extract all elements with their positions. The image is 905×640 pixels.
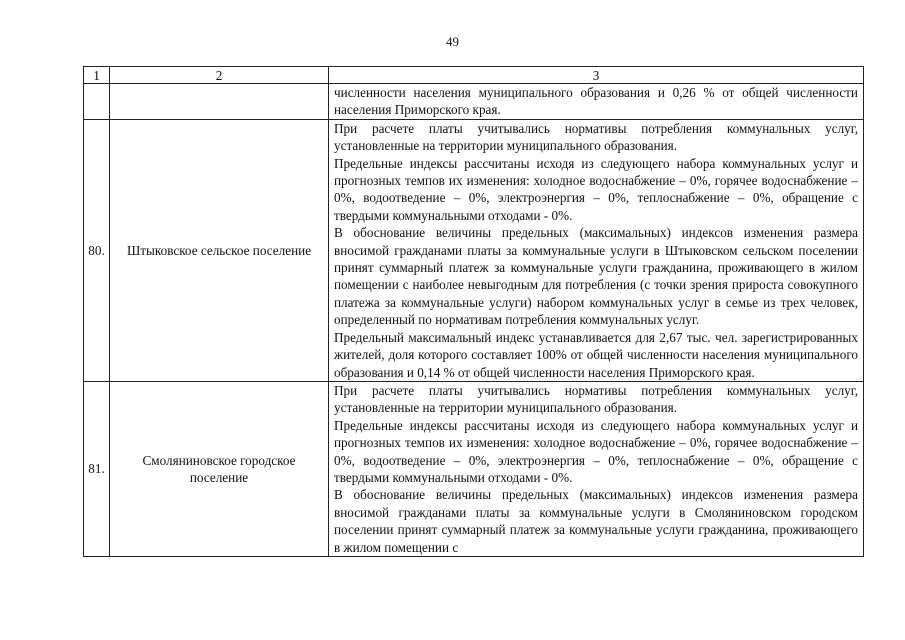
settlement-name: Смоляниновское городское поселение	[110, 381, 329, 556]
header-col-1: 1	[84, 67, 110, 84]
paragraph: Предельные индексы рассчитаны исходя из следующего набора коммунальных услуг и прогнозных темпов их изменения: холодное водоснабжение – 0%, горячее водоснабжение – 0%, водоотведение – 0%, электроэнергия – 0%, теплоснабжение – 0%, обращение с твердыми коммунальными отходами - 0%.	[334, 417, 858, 485]
paragraph: В обоснование величины предельных (максимальных) индексов изменения размера вносимой гражданами платы за коммунальные услуги в Штыковском сельском поселении принят суммарный платеж за коммунальные услуги гражданина, проживающего в жилом помещении с наиболее невыгодным для потребления (с точки зрения прироста совокупного платежа за коммунальные услуги) набором коммунальных услуг в семье из трех человек, определенный по нормативам потребления коммунальных услуг.	[334, 225, 858, 328]
table-row	[84, 119, 864, 381]
settlement-name	[110, 84, 329, 120]
table-row	[84, 84, 864, 120]
settlement-name: Штыковское сельское поселение	[110, 119, 329, 381]
tariff-table	[83, 66, 864, 557]
row-number: 80.	[84, 119, 110, 381]
row-description	[329, 381, 864, 556]
row-description	[329, 119, 864, 381]
paragraph: Предельные индексы рассчитаны исходя из следующего набора коммунальных услуг и прогнозных темпов их изменения: холодное водоснабжение – 0%, горячее водоснабжение – 0%, водоотведение – 0%, электроэнергия – 0%, теплоснабжение – 0%, обращение с твердыми коммунальными отходами - 0%.	[334, 155, 858, 223]
page-number: 49	[446, 34, 459, 49]
table-row	[84, 381, 864, 556]
table-header-row	[84, 67, 864, 84]
paragraph: При расчете платы учитывались нормативы потребления коммунальных услуг, установленные на территории муниципального образования.	[334, 120, 858, 154]
paragraph: численности населения муниципального образования и 0,26 % от общей численности населения Приморского края.	[334, 85, 858, 118]
header-col-2: 2	[110, 67, 329, 84]
paragraph: При расчете платы учитывались нормативы потребления коммунальных услуг, установленные на территории муниципального образования.	[334, 382, 858, 416]
row-description	[329, 84, 864, 120]
row-number	[84, 84, 110, 120]
header-col-3: 3	[329, 67, 864, 84]
paragraph: Предельный максимальный индекс устанавливается для 2,67 тыс. чел. зарегистрированных жителей, доля которого составляет 100% от общей численности населения муниципального образования и 0,14 % от общей численности населения Приморского края.	[334, 329, 858, 380]
row-number: 81.	[84, 381, 110, 556]
paragraph: В обоснование величины предельных (максимальных) индексов изменения размера вносимой гражданами платы за коммунальные услуги в Смоляниновском городском поселении принят суммарный платеж за коммунальные услуги гражданина, проживающего в жилом помещении с	[334, 487, 858, 555]
